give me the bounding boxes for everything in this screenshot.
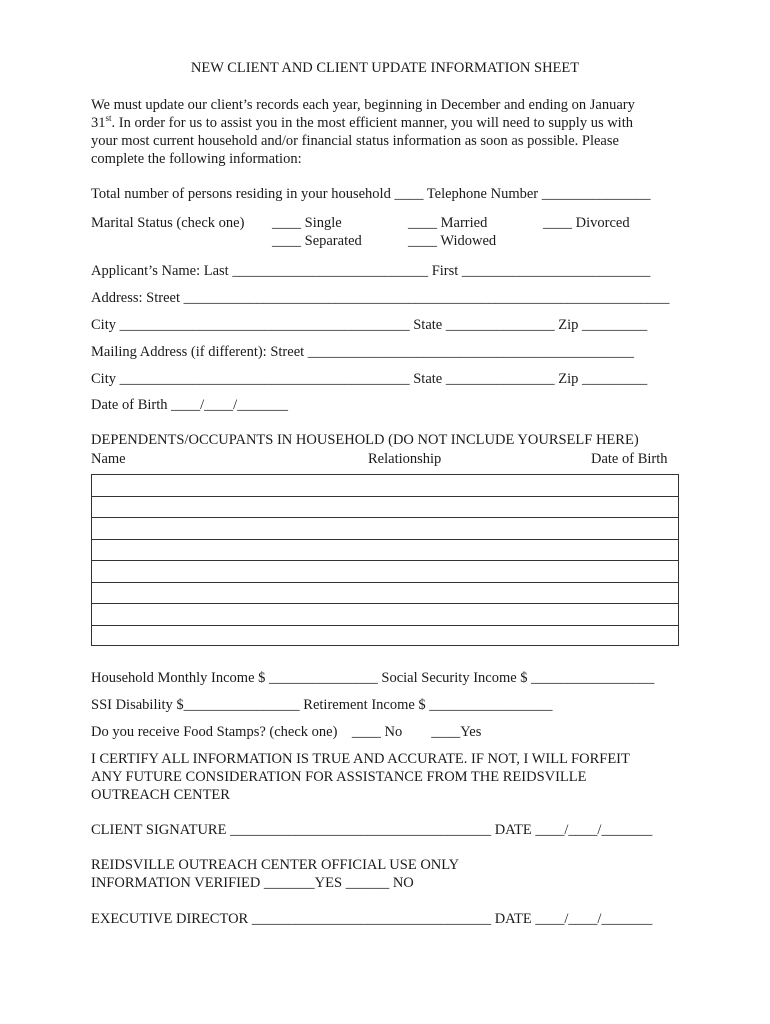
income-line-2[interactable]: SSI Disability $________________ Retirement Income $ _________________	[91, 697, 553, 713]
dependent-row[interactable]	[92, 475, 678, 497]
intro-line-3: your most current household and/or financial status information as soon as possible. Please	[91, 133, 619, 149]
certify-line-2: ANY FUTURE CONSIDERATION FOR ASSISTANCE FROM THE REIDSVILLE	[91, 769, 587, 785]
dependents-table	[91, 474, 679, 646]
marital-status-label: Marital Status (check one)	[91, 215, 245, 231]
dependent-row[interactable]	[92, 561, 678, 583]
certify-line-1: I CERTIFY ALL INFORMATION IS TRUE AND ACCURATE. IF NOT, I WILL FORFEIT	[91, 751, 630, 767]
official-use-heading: REIDSVILLE OUTREACH CENTER OFFICIAL USE ONLY	[91, 857, 460, 873]
col-header-date-of-birth: Date of Birth	[591, 451, 668, 467]
dependent-row[interactable]	[92, 583, 678, 605]
intro-line-2-number: 31	[91, 115, 106, 131]
intro-line-4: complete the following information:	[91, 151, 302, 167]
household-telephone-line[interactable]: Total number of persons residing in your household ____ Telephone Number _______________	[91, 186, 651, 202]
mailing-street-field[interactable]: Mailing Address (if different): Street _____________________________________________	[91, 344, 635, 360]
form-title: NEW CLIENT AND CLIENT UPDATE INFORMATION SHEET	[190, 60, 580, 76]
food-stamps-question[interactable]: Do you receive Food Stamps? (check one) ____ No ____Yes	[91, 724, 482, 740]
marital-married-option[interactable]: ____ Married	[408, 215, 488, 231]
income-line-1[interactable]: Household Monthly Income $ _______________ Social Security Income $ _________________	[91, 670, 655, 686]
intro-line-2-suffix: st	[105, 113, 112, 124]
marital-single-option[interactable]: ____ Single	[272, 215, 342, 231]
intro-line-1: We must update our client’s records each year, beginning in December and ending on January	[91, 97, 635, 113]
dependent-row[interactable]	[92, 518, 678, 540]
intro-line-2-text: . In order for us to assist you in the most efficient manner, you will need to supply us with	[111, 115, 633, 131]
col-header-name: Name	[91, 451, 126, 467]
marital-divorced-option[interactable]: ____ Divorced	[543, 215, 630, 231]
certify-line-3: OUTREACH CENTER	[91, 787, 230, 803]
dependent-row[interactable]	[92, 540, 678, 562]
marital-widowed-option[interactable]: ____ Widowed	[408, 233, 497, 249]
applicant-name-field[interactable]: Applicant’s Name: Last ___________________________ First __________________________	[91, 263, 651, 279]
dependent-row[interactable]	[92, 626, 678, 648]
address-street-field[interactable]: Address: Street ___________________________________________________________________	[91, 290, 670, 306]
marital-separated-option[interactable]: ____ Separated	[272, 233, 362, 249]
dependents-heading: DEPENDENTS/OCCUPANTS IN HOUSEHOLD (DO NOT INCLUDE YOURSELF HERE)	[91, 432, 639, 448]
dependent-row[interactable]	[92, 604, 678, 626]
executive-director-field[interactable]: EXECUTIVE DIRECTOR _________________________________ DATE ____/____/_______	[91, 911, 653, 927]
mailing-city-state-zip-field[interactable]: City ________________________________________ State _______________ Zip _________	[91, 371, 648, 387]
col-header-relationship: Relationship	[368, 451, 442, 467]
dependent-row[interactable]	[92, 497, 678, 519]
client-signature-field[interactable]: CLIENT SIGNATURE ____________________________________ DATE ____/____/_______	[91, 822, 653, 838]
city-state-zip-field[interactable]: City ________________________________________ State _______________ Zip _________	[91, 317, 648, 333]
information-verified-field[interactable]: INFORMATION VERIFIED _______YES ______ NO	[91, 875, 414, 891]
date-of-birth-field[interactable]: Date of Birth ____/____/_______	[91, 397, 288, 413]
intro-line-2	[91, 114, 633, 132]
